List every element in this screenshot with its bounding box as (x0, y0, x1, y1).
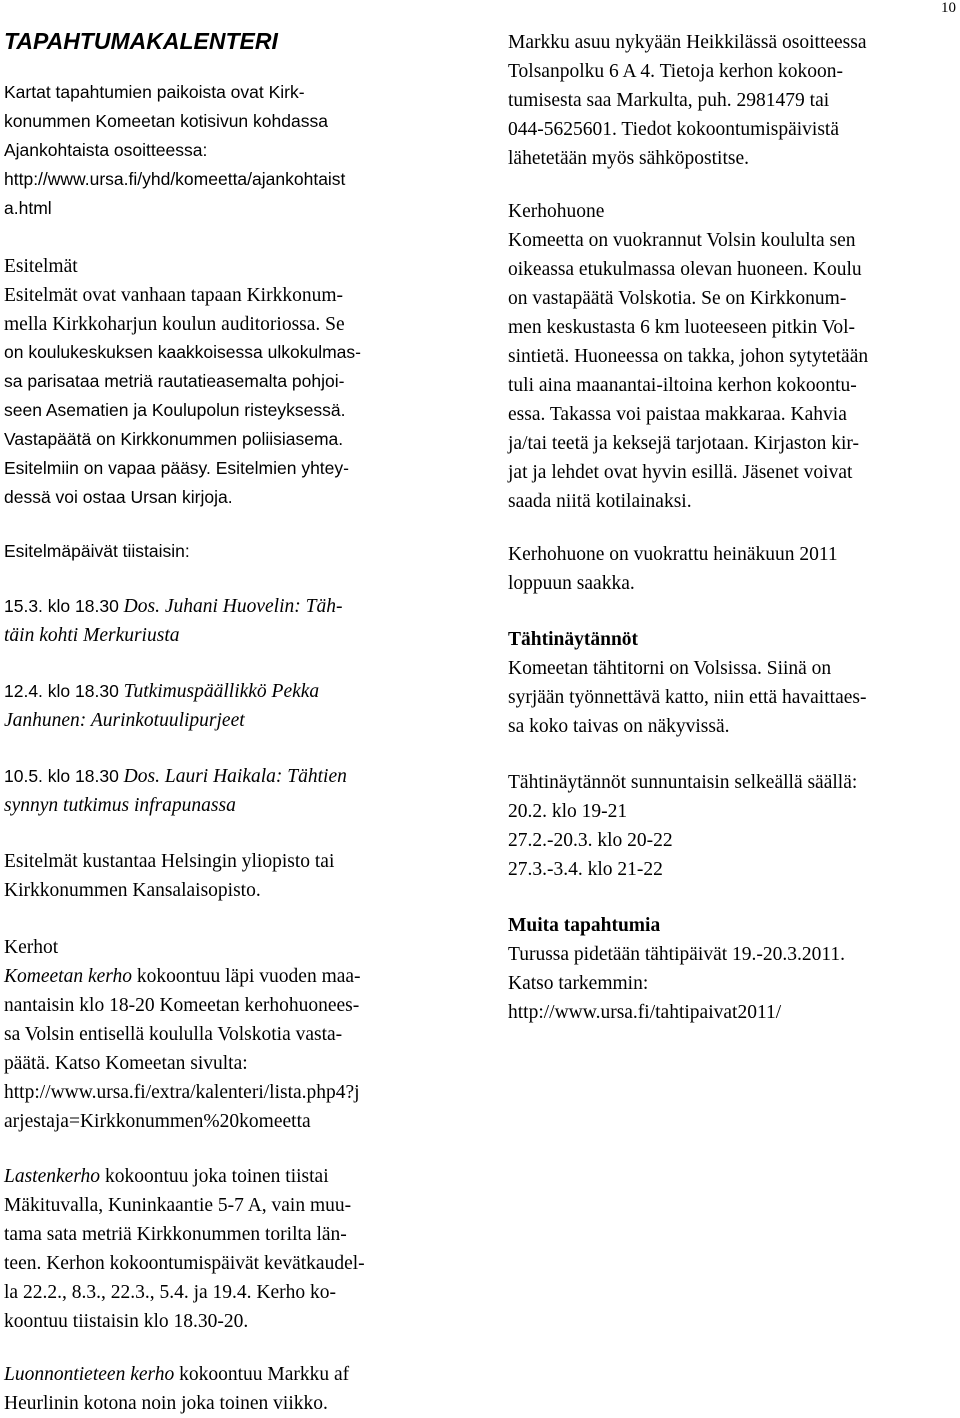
map-link[interactable]: http://www.ursa.fi/yhd/komeetta/ajankohtaist (4, 169, 346, 189)
text-line: Komeetan tähtitorni on Volsissa. Siinä on (508, 658, 832, 679)
section-heading-tahtinaytannot: Tähtinäytännöt (508, 629, 639, 650)
text-line: dessä voi ostaa Ursan kirjoja. (4, 487, 233, 507)
text-line: Kerhohuone on vuokrattu heinäkuun 2011 (508, 544, 838, 565)
lecture-dates-heading: Esitelmäpäivät tiistaisin: (4, 541, 190, 561)
event-title: Dos. Juhani Huovelin: Täh- (123, 596, 343, 617)
text-line: päätä. Katso Komeetan sivulta: (4, 1053, 248, 1074)
text-line: men keskustasta 6 km luoteeseen pitkin Vol- (508, 317, 855, 338)
lecture-event (4, 592, 342, 650)
text-line: sintietä. Huoneessa on takka, johon sytytetään (508, 346, 869, 367)
text-line: sa Volsin entisellä koululla Volskotia vasta- (4, 1024, 343, 1045)
text-line: mella Kirkkoharjun koulun auditoriossa. Se (4, 314, 345, 335)
text-line: sa parisataa metriä rautatieasemalta pohjoi- (4, 371, 345, 391)
text-line: oikeassa etukulmassa olevan huoneen. Koulu (508, 259, 862, 280)
text-line: kokoontuu läpi vuoden maa- (132, 966, 361, 987)
kerho-paragraph (4, 962, 361, 1136)
funding-paragraph (4, 847, 334, 905)
text-line: teen. Kerhon kokoontumispäivät kevätkaudel- (4, 1253, 365, 1274)
section-heading-kerhohuone: Kerhohuone (508, 201, 605, 222)
event-title: täin kohti Merkuriusta (4, 625, 180, 646)
schedule-heading: Tähtinäytännöt sunnuntaisin selkeällä säällä: (508, 772, 858, 793)
lecture-event (4, 762, 347, 820)
text-line: la 22.2., 8.3., 22.3., 5.4. ja 19.4. Kerho ko- (4, 1282, 336, 1303)
text-line: Kirkkonummen Kansalaisopisto. (4, 880, 261, 901)
lastenkerho-paragraph (4, 1162, 365, 1336)
text-line: saada niitä kotilainaksi. (508, 491, 692, 512)
text-line: Esitelmiin on vapaa pääsy. Esitelmien yhtey- (4, 458, 349, 478)
text-line: Tolsanpolku 6 A 4. Tietoja kerhon kokoon- (508, 61, 844, 82)
tahtinaytannot-paragraph (508, 654, 866, 741)
muita-paragraph (508, 940, 845, 1027)
event-date: 10.5. klo 18.30 (4, 766, 124, 786)
text-line: on koulukeskuksen kaakkoisessa ulkokulmas- (4, 342, 361, 362)
text-line: tuli aina maanantai-iltoina kerhon kokoontu- (508, 375, 857, 396)
text-line: kokoontuu joka toinen tiistai (100, 1166, 329, 1187)
map-link[interactable]: a.html (4, 198, 52, 218)
event-title: Tutkimuspäällikkö Pekka (123, 681, 320, 702)
text-line: Kartat tapahtumien paikoista ovat Kirk- (4, 82, 305, 102)
text-line: lähetetään myös sähköpostitse. (508, 148, 749, 169)
text-line: Ajankohtaista osoitteessa: (4, 140, 208, 160)
schedule-item: 20.2. klo 19-21 (508, 801, 628, 822)
rental-paragraph (508, 540, 838, 598)
event-date: 15.3. klo 18.30 (4, 596, 124, 616)
lecture-event (4, 677, 319, 735)
text-line: essa. Takassa voi paistaa makkaraa. Kahvia (508, 404, 847, 425)
event-title: Janhunen: Aurinkotuulipurjeet (4, 710, 245, 731)
event-title: synnyn tutkimus infrapunassa (4, 795, 236, 816)
text-line: syrjään työnnettävä katto, niin että havaittaes- (508, 687, 867, 708)
section-heading-esitelmat: Esitelmät (4, 256, 78, 277)
text-line: Esitelmät ovat vanhaan tapaan Kirkkonum- (4, 285, 343, 306)
text-line: Esitelmät kustantaa Helsingin yliopisto tai (4, 851, 335, 872)
calendar-link[interactable]: arjestaja=Kirkkonummen%20komeetta (4, 1111, 311, 1132)
page-number: 10 (941, 0, 956, 16)
text-line: konummen Komeetan kotisivun kohdassa (4, 111, 328, 131)
text-line: Komeetta on vuokrannut Volsin koululta sen (508, 230, 856, 251)
text-line: nantaisin klo 18-20 Komeetan kerhohuonees- (4, 995, 360, 1016)
text-line: Katso tarkemmin: (508, 973, 649, 994)
page-title: TAPAHTUMAKALENTERI (4, 28, 278, 54)
text-line: koontuu tiistaisin klo 18.30-20. (4, 1311, 249, 1332)
event-title: Dos. Lauri Haikala: Tähtien (123, 766, 347, 787)
text-line: on vastapäätä Volskotia. Se on Kirkkonum- (508, 288, 847, 309)
calendar-link[interactable]: http://www.ursa.fi/extra/kalenteri/lista.php4?j (4, 1082, 360, 1103)
text-line: Markku asuu nykyään Heikkilässä osoitteessa (508, 32, 867, 53)
esitelmat-paragraph-sans (4, 338, 361, 512)
text-line: Heurlinin kotona noin joka toinen viikko. (4, 1393, 328, 1414)
contact-paragraph (508, 28, 867, 173)
intro-paragraph (4, 78, 345, 223)
text-line: 044-5625601. Tiedot kokoontumispäivistä (508, 119, 839, 140)
section-heading-muita: Muita tapahtumia (508, 915, 661, 936)
event-date: 12.4. klo 18.30 (4, 681, 124, 701)
text-line: tama sata metriä Kirkkonummen torilta län- (4, 1224, 347, 1245)
text-line: Turussa pidetään tähtipäivät 19.-20.3.2011. (508, 944, 846, 965)
tahtipaivat-link[interactable]: http://www.ursa.fi/tahtipaivat2011/ (508, 1002, 782, 1023)
text-line: Mäkituvalla, Kuninkaantie 5-7 A, vain muu- (4, 1195, 352, 1216)
esitelmat-paragraph-serif (4, 281, 345, 339)
text-line: seen Asematien ja Koulupolun risteyksessä. (4, 400, 346, 420)
schedule-list (508, 768, 857, 884)
schedule-item: 27.3.-3.4. klo 21-22 (508, 859, 663, 880)
text-line: kokoontuu Markku af (174, 1364, 350, 1385)
club-name: Komeetan kerho (4, 966, 132, 987)
club-name: Lastenkerho (4, 1166, 101, 1187)
schedule-item: 27.2.-20.3. klo 20-22 (508, 830, 673, 851)
kerhohuone-paragraph (508, 226, 868, 516)
luonnontieteen-kerho-paragraph (4, 1360, 349, 1418)
text-line: ja/tai teetä ja keksejä tarjotaan. Kirjaston kir- (508, 433, 859, 454)
club-name: Luonnontieteen kerho (4, 1364, 175, 1385)
text-line: jat ja lehdet ovat hyvin esillä. Jäsenet voivat (508, 462, 853, 483)
text-line: sa koko taivas on näkyvissä. (508, 716, 730, 737)
section-heading-kerhot: Kerhot (4, 937, 59, 958)
text-line: tumisesta saa Markulta, puh. 2981479 tai (508, 90, 830, 111)
text-line: Vastapäätä on Kirkkonummen poliisiasema. (4, 429, 344, 449)
text-line: loppuun saakka. (508, 573, 635, 594)
